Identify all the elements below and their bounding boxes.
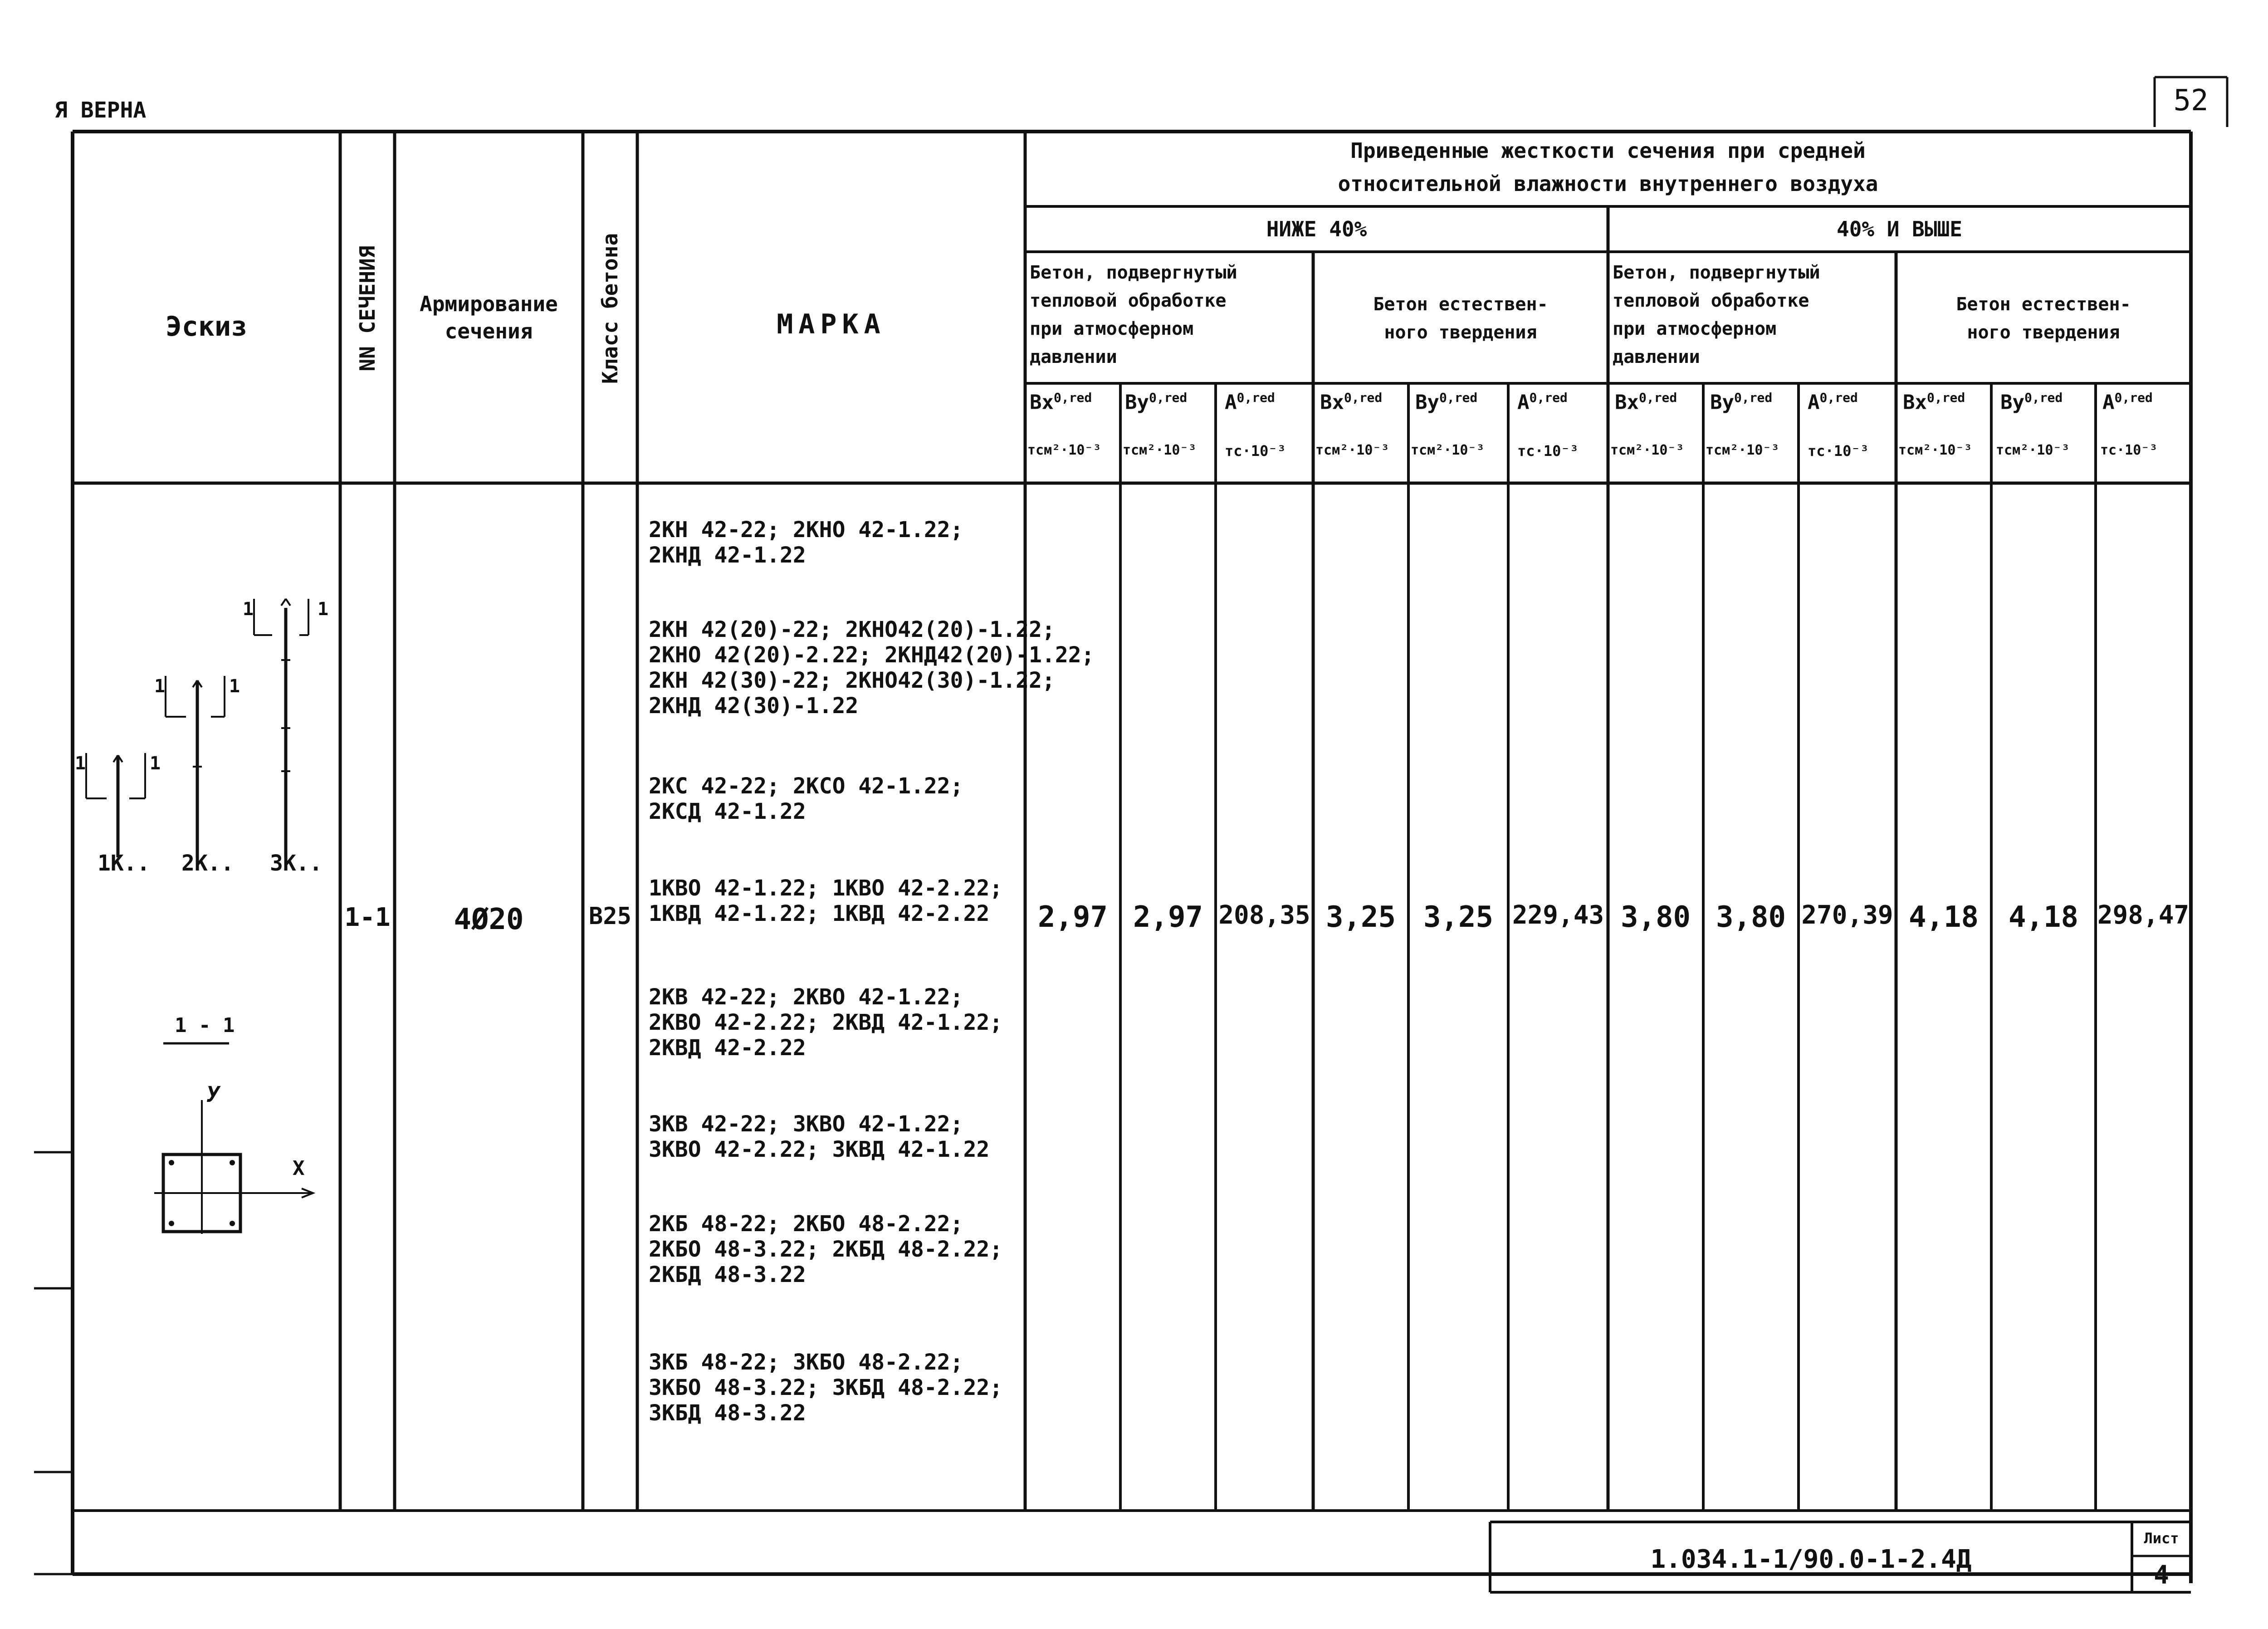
group-heat-high: Бетон, подвергнутый тепловой обработке при атмосферном давлении	[1613, 262, 1820, 367]
col-unit-bx: тсм²·10⁻³	[1898, 442, 1972, 458]
row-section: 1-1	[344, 903, 391, 932]
col-header-by: $By^{0,red}$	[1710, 390, 1773, 414]
sketch-label-1k: 1К..	[98, 851, 150, 876]
axis-x-label: Х	[293, 1157, 305, 1180]
cut-mark: 1	[229, 676, 240, 697]
value-cell: 4,18	[2008, 900, 2079, 934]
cut-mark: 1	[154, 676, 166, 697]
col-header-by: $By^{0,red}$	[1125, 390, 1188, 414]
mark-group-1: 2КН 42-22; 2КНО 42-1.22; 2КНД 42-1.22	[649, 517, 963, 568]
sheet-label: Лист	[2144, 1530, 2179, 1547]
col-header-a: $A^{0,red}$	[2102, 390, 2153, 414]
cut-mark: 1	[318, 599, 329, 620]
col-header-a: $A^{0,red}$	[1517, 390, 1568, 414]
value-cell: 2,97	[1133, 900, 1203, 934]
row-concrete-class: В25	[589, 903, 631, 930]
sketch-label-2k: 2К..	[181, 851, 234, 876]
value-cell: 3,25	[1325, 900, 1396, 934]
cut-mark: 1	[150, 753, 161, 774]
mark-group-2: 2КН 42(20)-22; 2КНО42(20)-1.22; 2КНО 42(20)-2.22; 2КНД42(20)-1.22; 2КН 42(30)-22; 2КНО42(30)-1.22; 2КНД 42(30)-1.22	[649, 617, 1095, 719]
header-mark: МАРКА	[777, 308, 886, 340]
col-unit-a: тс·10⁻³	[1225, 442, 1286, 460]
header-stiffness-title-2: относительной влажности внутреннего воздуха	[1338, 171, 1878, 196]
sheet-number: 4	[2154, 1561, 2169, 1590]
corner-label: Я ВЕРНА	[54, 98, 147, 123]
value-cell: 208,35	[1218, 900, 1310, 930]
stamp-code: 1.034.1-1/90.0-1-2.4Д	[1650, 1545, 1972, 1574]
axis-y-label: У	[206, 1082, 220, 1107]
col-header-a: $A^{0,red}$	[1808, 390, 1858, 414]
header-stiffness-title-1: Приведенные жесткости сечения при средней	[1350, 138, 1866, 163]
col-header-by: $By^{0,red}$	[2000, 390, 2063, 414]
col-unit-by: тсм²·10⁻³	[1996, 442, 2070, 458]
col-header-bx: $Bx^{0,red}$	[1903, 390, 1965, 414]
col-unit-a: тс·10⁻³	[2100, 442, 2158, 458]
mark-group-6: 3КВ 42-22; 3КВО 42-1.22; 3КВО 42-2.22; 3КВД 42-1.22	[649, 1111, 990, 1162]
value-cell: 270,39	[1801, 900, 1893, 930]
mark-group-4: 1КВО 42-1.22; 1КВО 42-2.22; 1КВД 42-1.22; 1КВД 42-2.22	[649, 876, 1003, 926]
value-cell: 3,25	[1423, 900, 1494, 934]
col-header-a: $A^{0,red}$	[1225, 390, 1275, 414]
col-unit-by: тсм²·10⁻³	[1706, 442, 1779, 458]
col-unit-bx: тсм²·10⁻³	[1315, 442, 1389, 458]
header-humidity-low: НИЖЕ 40%	[1266, 217, 1367, 241]
mark-group-3: 2КС 42-22; 2КСО 42-1.22; 2КСД 42-1.22	[649, 773, 963, 824]
group-natural-low: Бетон естествен- ного твердения	[1373, 294, 1548, 343]
header-humidity-high: 40% И ВЫШЕ	[1837, 217, 1962, 241]
value-cell: 4,18	[1908, 900, 1979, 934]
col-unit-a: тс·10⁻³	[1517, 442, 1579, 460]
mark-group-5: 2КВ 42-22; 2КВО 42-1.22; 2КВО 42-2.22; 2КВД 42-1.22; 2КВД 42-2.22	[649, 984, 1003, 1061]
mark-group-8: 3КБ 48-22; 3КБО 48-2.22; 3КБО 48-3.22; 3КБД 48-2.22; 3КБД 48-3.22	[649, 1350, 1003, 1426]
col-header-bx: $Bx^{0,red}$	[1030, 390, 1092, 414]
value-cell: 229,43	[1512, 900, 1604, 930]
value-cell: 298,47	[2097, 900, 2190, 930]
col-header-bx: $Bx^{0,red}$	[1320, 390, 1383, 414]
header-section-no: NN СЕЧЕНИЯ	[355, 245, 380, 372]
header-reinforcement: Армирование сечения	[420, 292, 558, 343]
section-label: 1 - 1	[175, 1014, 235, 1037]
header-sketch: Эскиз	[165, 311, 248, 342]
cut-mark: 1	[75, 753, 86, 774]
col-unit-by: тсм²·10⁻³	[1123, 442, 1197, 458]
sketch-label-3k: 3К..	[270, 851, 323, 876]
col-unit-a: тс·10⁻³	[1808, 442, 1869, 460]
col-unit-by: тсм²·10⁻³	[1411, 442, 1485, 458]
header-concrete-class: Класс бетона	[598, 233, 622, 384]
mark-group-7: 2КБ 48-22; 2КБО 48-2.22; 2КБО 48-3.22; 2КБД 48-2.22; 2КБД 48-3.22	[649, 1211, 1003, 1287]
value-cell: 2,97	[1037, 900, 1108, 934]
col-unit-bx: тсм²·10⁻³	[1027, 442, 1101, 458]
group-heat-low: Бетон, подвергнутый тепловой обработке при атмосферном давлении	[1030, 262, 1237, 367]
row-reinforcement: 4Ø20	[454, 903, 524, 936]
value-cell: 3,80	[1716, 900, 1786, 934]
col-header-bx: $Bx^{0,red}$	[1615, 390, 1677, 414]
col-unit-bx: тсм²·10⁻³	[1610, 442, 1684, 458]
col-header-by: $By^{0,red}$	[1415, 390, 1478, 414]
page-number: 52	[2173, 84, 2209, 117]
cut-mark: 1	[243, 599, 254, 620]
group-natural-high: Бетон естествен- ного твердения	[1956, 294, 2131, 343]
value-cell: 3,80	[1620, 900, 1691, 934]
